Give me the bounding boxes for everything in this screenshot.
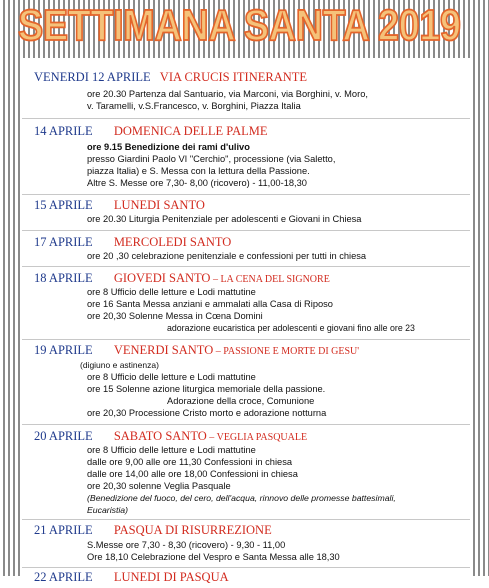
event-note: (digiuno e astinenza) (80, 360, 159, 370)
section-event-title: VENERDI SANTO (113, 343, 214, 357)
event-line: ore 20.30 Partenza dal Santuario, via Marconi, via Borghini, v. Moro, (87, 89, 368, 99)
section-divider (22, 194, 470, 195)
section-header-sabato-santo (34, 429, 307, 444)
event-line: Adorazione della croce, Comunione (167, 396, 315, 406)
event-line: ore 20,30 solenne Veglia Pasquale (87, 481, 231, 491)
event-line: adorazione eucaristica per adolescenti e giovani fino alle ore 23 (167, 323, 415, 333)
section-divider (22, 424, 470, 425)
page-title: SETTIMANA SANTA 2019 (18, 2, 461, 51)
section-event-title: GIOVEDI SANTO (113, 271, 211, 285)
section-event: LUNEDI SANTO (113, 198, 205, 212)
event-line: ore 8 Ufficio delle letture e Lodi mattutine (87, 287, 256, 297)
section-date: 18 APRILE (34, 271, 93, 285)
section-date: 19 APRILE (34, 343, 93, 357)
section-date: 15 APRILE (34, 198, 93, 212)
event-line: ore 15 Solenne azione liturgica memoriale della passione. (87, 384, 326, 394)
title-band (0, 0, 489, 50)
section-header-lunedi-pasqua (34, 570, 229, 585)
section-date: 17 APRILE (34, 235, 93, 249)
section-date: VENERDI 12 APRILE (34, 70, 151, 84)
section-event: VIA CRUCIS ITINERANTE (159, 70, 308, 84)
event-line: ore 8 Ufficio delle letture e Lodi mattutine (87, 372, 256, 382)
event-line: dalle ore 14,00 alle ore 18,00 Confessioni in chiesa (87, 469, 298, 479)
event-line: S.Messe ore 7,30 - 8,30 (ricovero) - 9,30 - 11,00 (87, 540, 286, 550)
section-divider (22, 266, 470, 267)
event-line: ore 8 Ufficio delle letture e Lodi mattutine (87, 445, 256, 455)
section-event: LUNEDI DI PASQUA (113, 570, 229, 584)
section-header-giovedi-santo (34, 271, 330, 286)
event-line: v. Taramelli, v.S.Francesco, v. Borghini, Piazza Italia (87, 101, 301, 111)
section-date: 14 APRILE (34, 124, 93, 138)
section-header-venerdi-santo (34, 343, 359, 358)
section-divider (22, 567, 470, 568)
section-header-mercoledi-santo (34, 235, 231, 250)
event-line: Ore 18,10 Celebrazione del Vespro e Santa Messa alle 18,30 (87, 552, 340, 562)
event-line: ore 20.30 Liturgia Penitenziale per adolescenti e Giovani in Chiesa (87, 214, 362, 224)
section-divider (22, 230, 470, 231)
section-date: 22 APRILE (34, 570, 93, 584)
event-line: presso Giardini Paolo VI "Cerchio", processione (via Saletto, (87, 154, 336, 164)
section-event: MERCOLEDI SANTO (113, 235, 232, 249)
event-line: dalle ore 9,00 alle ore 11,30 Confessioni in chiesa (87, 457, 293, 467)
event-line: piazza Italia) e S. Messa con la lettura della Passione. (87, 166, 310, 176)
event-line: ore 20,30 Solenne Messa in Cœna Domini (87, 311, 263, 321)
section-event-title: SABATO SANTO (113, 429, 207, 443)
section-event (114, 271, 330, 285)
event-line: Eucaristia) (87, 505, 129, 515)
section-header-venerdi-12 (34, 70, 307, 85)
section-header-domenica-palme (34, 124, 268, 139)
section-divider (22, 339, 470, 340)
section-date: 21 APRILE (34, 523, 93, 537)
section-divider (22, 519, 470, 520)
section-divider (22, 118, 470, 119)
section-event: DOMENICA DELLE PALME (113, 124, 268, 138)
section-event: PASQUA DI RISURREZIONE (113, 523, 272, 537)
event-line: (Benedizione del fuoco, del cero, dell'acqua, rinnovo delle promesse battesimali, (87, 493, 396, 503)
section-header-pasqua (34, 523, 272, 538)
event-line: Altre S. Messe ore 7,30- 8,00 (ricovero) - 11,00-18,30 (87, 178, 307, 188)
event-line: ore 16 Santa Messa anziani e ammalati alla Casa di Riposo (87, 299, 333, 309)
section-event (114, 429, 307, 443)
section-event-subtitle: – LA CENA DEL SIGNORE (210, 274, 330, 285)
event-line: ore 20,30 Processione Cristo morto e adorazione notturna (87, 408, 327, 418)
section-header-lunedi-santo (34, 198, 205, 213)
event-line: ore 9.15 Benedizione dei rami d'ulivo (87, 142, 250, 152)
section-event-subtitle: – VEGLIA PASQUALE (206, 432, 308, 443)
section-event-subtitle: – PASSIONE E MORTE DI GESU' (213, 346, 360, 357)
section-date: 20 APRILE (34, 429, 93, 443)
schedule-panel (22, 58, 470, 588)
section-event (114, 343, 359, 357)
event-line: ore 20 ,30 celebrazione penitenziale e confessioni per tutti in chiesa (87, 251, 367, 261)
